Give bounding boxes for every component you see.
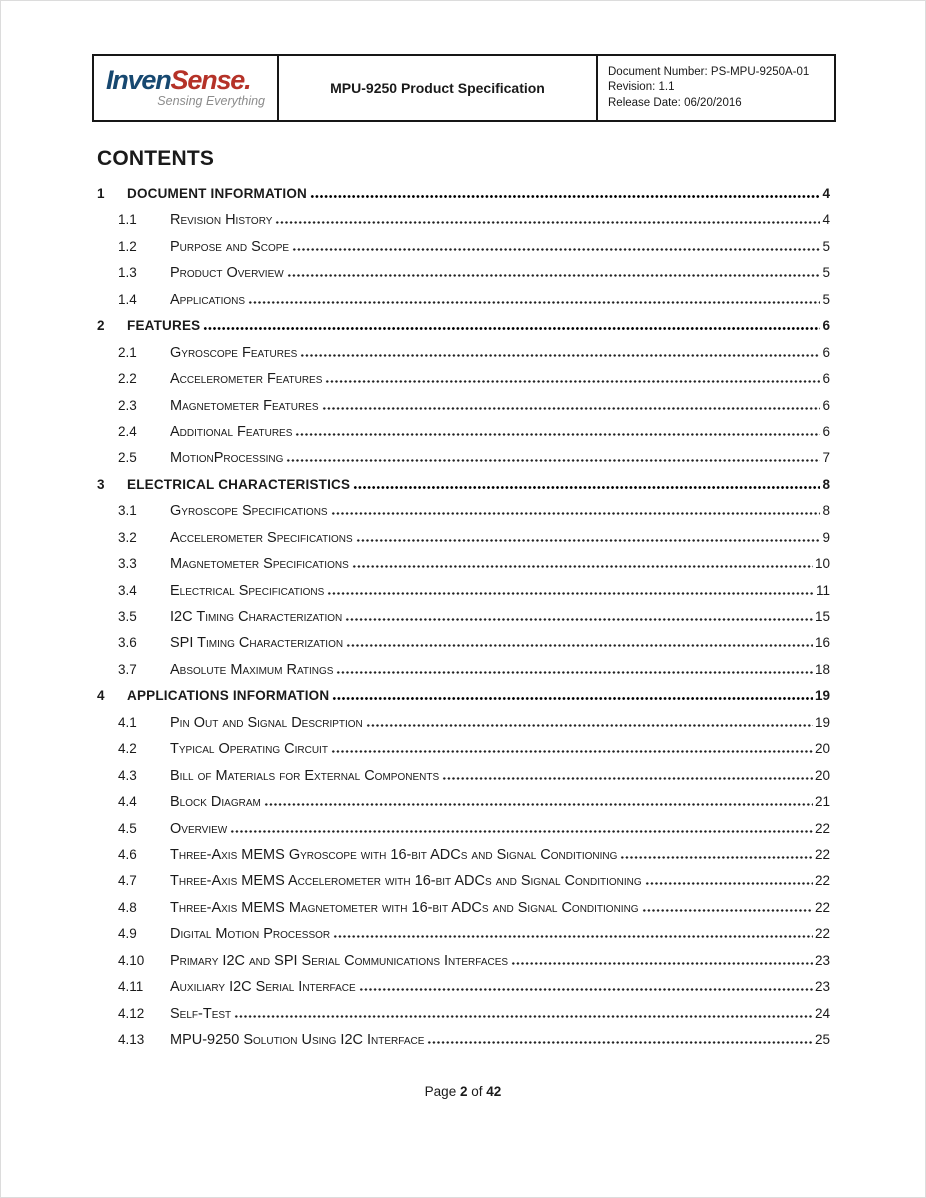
toc-entry[interactable]	[97, 181, 830, 207]
toc-entry-page: 22	[814, 873, 830, 889]
toc-entry-number: 4.2	[118, 741, 137, 757]
toc-entry[interactable]	[97, 683, 830, 709]
toc-dot-leader	[287, 274, 821, 277]
toc-entry[interactable]	[97, 260, 830, 286]
toc-dot-leader	[366, 724, 813, 727]
toc-entry-page: 7	[822, 450, 830, 466]
toc-entry[interactable]	[97, 551, 830, 577]
footer-page-label: Page	[424, 1084, 457, 1099]
toc-dot-leader	[346, 644, 813, 647]
toc-entry[interactable]	[97, 366, 830, 392]
document-number: Document Number: PS-MPU-9250A-01	[608, 65, 810, 78]
toc-entry-page: 24	[814, 1005, 830, 1021]
toc-dot-leader	[275, 221, 820, 224]
toc-entry-page: 10	[814, 556, 830, 572]
toc-entry-title: APPLICATIONS INFORMATION	[127, 688, 330, 704]
toc-dot-leader	[300, 354, 820, 357]
toc-entry-page: 16	[814, 635, 830, 651]
toc-entry-page: 19	[814, 714, 830, 730]
toc-dot-leader	[345, 618, 813, 621]
footer-of-label: of	[471, 1084, 483, 1099]
toc-entry-title: I2C Timing Characterization	[170, 609, 343, 625]
toc-entry-title: Three-Axis MEMS Accelerometer with 16-bit ADCs and Signal Conditioning	[170, 873, 642, 890]
page-footer	[0, 1084, 926, 1099]
toc-dot-leader	[310, 195, 821, 198]
toc-entry-page: 5	[822, 291, 830, 307]
toc-entry-number: 2.2	[118, 371, 137, 387]
toc-dot-leader	[620, 856, 813, 859]
toc-entry-number: 2.1	[118, 344, 137, 360]
toc-dot-leader	[645, 882, 813, 885]
toc-entry-page: 22	[814, 820, 830, 836]
toc-entry-number: 4.10	[118, 952, 145, 968]
toc-entry-title: Gyroscope Specifications	[170, 503, 328, 520]
toc-entry[interactable]	[97, 393, 830, 419]
toc-entry-number: 2	[97, 318, 105, 334]
toc-dot-leader	[264, 803, 813, 806]
toc-entry-page: 25	[814, 1032, 830, 1047]
toc-entry-page: 6	[822, 371, 830, 387]
toc-entry-page: 6	[822, 344, 830, 360]
toc-dot-leader	[356, 539, 821, 542]
toc-entry-title: Additional Features	[170, 423, 293, 440]
toc-dot-leader	[331, 750, 813, 753]
logo-cell	[94, 56, 279, 120]
toc-dot-leader	[333, 935, 813, 938]
toc-entry-title: Three-Axis MEMS Magnetometer with 16-bit ADCs and Signal Conditioning	[170, 899, 639, 916]
toc-entry-number: 3.3	[118, 556, 137, 572]
toc-entry[interactable]	[97, 763, 830, 789]
logo-sense: Sense.	[170, 64, 251, 95]
toc-list	[97, 181, 830, 1053]
toc-entry-page: 19	[814, 688, 830, 704]
toc-entry-title: Overview	[170, 820, 228, 837]
toc-entry-number: 1	[97, 186, 105, 201]
toc-dot-leader	[332, 697, 813, 700]
toc-dot-leader	[325, 380, 820, 383]
toc-entry-title: Bill of Materials for External Components	[170, 767, 440, 784]
toc-entry[interactable]	[97, 419, 830, 445]
toc-entry-number: 4.4	[118, 794, 137, 810]
document-revision: Revision: 1.1	[608, 81, 675, 94]
toc-entry[interactable]	[97, 974, 830, 1000]
logo-tagline: Sensing Everything	[157, 93, 265, 108]
toc-entry-title: Absolute Maximum Ratings	[170, 661, 334, 678]
toc-entry-page: 4	[822, 186, 830, 201]
toc-entry[interactable]	[97, 498, 830, 524]
toc-dot-leader	[286, 459, 820, 462]
toc-entry[interactable]	[97, 868, 830, 894]
toc-entry-page: 22	[814, 846, 830, 862]
toc-entry[interactable]	[97, 789, 830, 815]
toc-dot-leader	[352, 565, 813, 568]
toc-entry-title: Magnetometer Features	[170, 397, 319, 414]
toc-entry-page: 9	[822, 529, 830, 545]
document-header-table	[92, 54, 836, 122]
toc-entry-title: Pin Out and Signal Description	[170, 714, 363, 731]
toc-entry-page: 6	[822, 397, 830, 413]
footer-page-number: 2	[459, 1084, 468, 1099]
toc-entry-title: FEATURES	[127, 318, 201, 334]
toc-entry-page: 23	[814, 979, 830, 995]
toc-entry[interactable]	[97, 948, 830, 974]
toc-dot-leader	[230, 830, 813, 833]
invensense-logo	[106, 66, 267, 94]
document-info-cell	[598, 56, 834, 120]
toc-entry-title: Auxiliary I2C Serial Interface	[170, 979, 356, 996]
toc-entry-title: Three-Axis MEMS Gyroscope with 16-bit ADCs and Signal Conditioning	[170, 846, 618, 863]
toc-dot-leader	[336, 671, 813, 674]
toc-dot-leader	[203, 327, 820, 330]
logo-period: .	[244, 64, 251, 95]
toc-entry-number: 4.3	[118, 767, 137, 783]
toc-entry-page: 18	[814, 661, 830, 677]
toc-entry[interactable]	[97, 1001, 830, 1027]
toc-dot-leader	[331, 512, 821, 515]
document-release-date: Release Date: 06/20/2016	[608, 96, 742, 109]
toc-dot-leader	[511, 962, 813, 965]
toc-entry-number: 1.1	[118, 212, 137, 228]
toc-entry-number: 4	[97, 688, 105, 704]
toc-entry-page: 5	[822, 238, 830, 254]
toc-dot-leader	[292, 248, 820, 251]
toc-dot-leader	[442, 777, 813, 780]
toc-entry-number: 4.1	[118, 714, 137, 730]
toc-entry-title: MPU-9250 Solution Using I2C Interface	[170, 1032, 425, 1048]
toc-entry[interactable]	[97, 842, 830, 868]
toc-dot-leader	[234, 1015, 813, 1018]
toc-entry-title: Purpose and Scope	[170, 238, 290, 255]
toc-entry-number: 3.2	[118, 529, 137, 545]
toc-entry[interactable]	[97, 287, 830, 313]
toc-entry-page: 22	[814, 899, 830, 915]
toc-entry-number: 4.12	[118, 1005, 145, 1021]
toc-entry-number: 4.7	[118, 873, 137, 889]
toc-entry-page: 4	[822, 212, 830, 228]
toc-entry-title: Product Overview	[170, 265, 284, 282]
toc-entry[interactable]	[97, 472, 830, 498]
toc-entry-number: 1.3	[118, 265, 137, 281]
toc-dot-leader	[327, 592, 814, 595]
toc-entry[interactable]	[97, 313, 830, 339]
toc-entry-number: 1.2	[118, 238, 137, 254]
toc-entry-title: Typical Operating Circuit	[170, 741, 328, 758]
toc-dot-leader	[248, 301, 820, 304]
toc-entry-title: Block Diagram	[170, 794, 261, 811]
toc-entry[interactable]	[97, 710, 830, 736]
toc-entry-page: 8	[822, 476, 830, 492]
toc-entry-title: Magnetometer Specifications	[170, 556, 349, 573]
toc-entry-page: 21	[814, 794, 830, 810]
toc-entry[interactable]	[97, 921, 830, 947]
toc-entry[interactable]	[97, 736, 830, 762]
toc-entry-number: 1.4	[118, 291, 137, 307]
toc-entry[interactable]	[97, 207, 830, 233]
toc-entry-title: ELECTRICAL CHARACTERISTICS	[127, 476, 351, 492]
toc-entry[interactable]	[97, 657, 830, 683]
toc-entry-number: 4.13	[118, 1032, 145, 1047]
contents-heading: CONTENTS	[97, 147, 215, 170]
document-title: MPU-9250 Product Specification	[279, 56, 598, 120]
toc-entry-number: 3.6	[118, 635, 137, 651]
toc-entry-title: Revision History	[170, 212, 273, 229]
toc-entry-title: Primary I2C and SPI Serial Communications Interfaces	[170, 952, 509, 969]
toc-entry-title: Accelerometer Specifications	[170, 529, 353, 546]
toc-entry[interactable]	[97, 340, 830, 366]
toc-entry[interactable]	[97, 1027, 830, 1053]
toc-entry-number: 4.9	[118, 926, 137, 942]
toc-entry[interactable]	[97, 895, 830, 921]
toc-entry-title: Digital Motion Processor	[170, 926, 331, 943]
toc-entry-number: 2.4	[118, 423, 137, 439]
toc-entry-page: 6	[822, 423, 830, 439]
toc-entry-title: SPI Timing Characterization	[170, 635, 344, 652]
toc-entry[interactable]	[97, 578, 830, 604]
toc-entry-title: Gyroscope Features	[170, 344, 298, 361]
toc-entry-page: 11	[815, 582, 830, 598]
toc-dot-leader	[322, 407, 821, 410]
toc-entry[interactable]	[97, 525, 830, 551]
toc-entry[interactable]	[97, 604, 830, 630]
footer-total-pages: 42	[486, 1084, 502, 1099]
toc-dot-leader	[353, 486, 820, 489]
toc-entry-page: 23	[814, 952, 830, 968]
toc-entry-page: 5	[822, 265, 830, 281]
toc-entry-number: 2.3	[118, 397, 137, 413]
toc-entry-number: 3.1	[118, 503, 137, 519]
toc-entry-title: Electrical Specifications	[170, 582, 325, 599]
toc-entry-page: 22	[814, 926, 830, 942]
toc-entry-title: Applications	[170, 291, 246, 308]
logo-inven: Inven	[106, 64, 171, 95]
toc-entry-title: Accelerometer Features	[170, 371, 323, 388]
toc-dot-leader	[295, 433, 820, 436]
toc-entry-title: Self-Test	[170, 1005, 232, 1022]
toc-entry-number: 3.5	[118, 609, 137, 624]
toc-entry-page: 20	[814, 741, 830, 757]
toc-entry-page: 15	[814, 609, 830, 624]
toc-dot-leader	[642, 909, 813, 912]
toc-entry-page: 20	[814, 767, 830, 783]
toc-entry-page: 8	[822, 503, 830, 519]
toc-entry-title: DOCUMENT INFORMATION	[127, 186, 307, 201]
toc-entry[interactable]	[97, 816, 830, 842]
toc-entry[interactable]	[97, 234, 830, 260]
toc-dot-leader	[359, 988, 813, 991]
toc-entry-number: 3	[97, 476, 105, 492]
toc-entry-number: 2.5	[118, 450, 137, 466]
toc-entry-title: MotionProcessing	[170, 450, 284, 467]
toc-entry-number: 4.6	[118, 846, 137, 862]
toc-entry-number: 4.11	[118, 979, 144, 995]
toc-entry-number: 3.4	[118, 582, 137, 598]
toc-entry-number: 3.7	[118, 661, 137, 677]
toc-dot-leader	[427, 1041, 813, 1044]
toc-entry-number: 4.5	[118, 820, 137, 836]
toc-entry[interactable]	[97, 445, 830, 471]
toc-entry-number: 4.8	[118, 899, 137, 915]
toc-entry[interactable]	[97, 630, 830, 656]
toc-entry-page: 6	[822, 318, 830, 334]
